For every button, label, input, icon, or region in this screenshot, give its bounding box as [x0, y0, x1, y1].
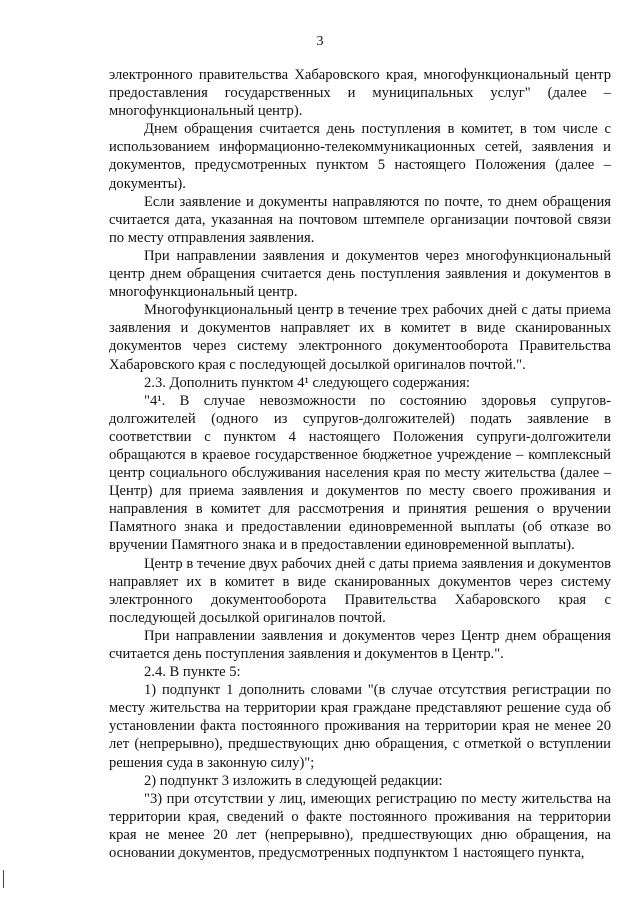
paragraph: 2.3. Дополнить пунктом 4¹ следующего содержания:	[144, 374, 470, 391]
paragraph: "3) при отсутствии у лиц, имеющих регистрацию по месту жительства на территории края, сведений о факте постоянного проживания на территории края не менее 20 лет (непрерывно), предшествующих дню обращения, на основании документов, предусмотренных подпунктом 1 настоящего пункта,	[109, 790, 611, 862]
paragraph: "4¹. В случае невозможности по состоянию здоровья супругов-долгожителей (одного из супругов-долгожителей) подать заявление в соответствии с пунктом 4 настоящего Положения супруги-долгожители обращаются в краевое государственное бюджетное учреждение – комплексный центр социального обслуживания населения края по месту жительства (далее – Центр) для приема заявления и документов по месту своего проживания и направления в комитет для рассмотрения и принятия решения о вручении Памятного знака и предоставлении единовременной выплаты (об отказе во вручении Памятного знака и в предоставлении единовременной выплаты).	[109, 392, 611, 554]
paragraph: Центр в течение двух рабочих дней с даты приема заявления и документов направляет их в комитет в виде сканированных документов через систему электронного документооборота Правительства Хабаровского края с последующей досылкой оригиналов почтой.	[109, 555, 611, 626]
paragraph: 2) подпункт 3 изложить в следующей редакции:	[144, 772, 443, 789]
paragraph: При направлении заявления и документов через Центр днем обращения считается день поступления заявления и документов в Центр.".	[109, 627, 611, 662]
paragraph: 2.4. В пункте 5:	[144, 664, 241, 681]
document-body	[109, 66, 611, 862]
paragraph: При направлении заявления и документов через многофункциональный центр днем обращения считается день поступления заявления и документов в многофункциональный центр.	[109, 247, 611, 301]
paragraph-continuation: электронного правительства Хабаровского края, многофункциональный центр предоставления государственных и муниципальных услуг" (далее – многофункциональный центр).	[109, 67, 611, 120]
page-number: 3	[316, 34, 324, 49]
paragraph: Многофункциональный центр в течение трех рабочих дней с даты приема заявления и документов направляет их в комитет в виде сканированных документов через систему электронного документооборота Правительства Хабаровского края с последующей досылкой оригиналов почтой.".	[109, 302, 611, 373]
paragraph: Днем обращения считается день поступления в комитет, в том числе с использованием информационно-телекоммуникационных сетей, заявления и документов, предусмотренных пунктом 5 настоящего Положения (далее – документы).	[109, 121, 611, 192]
paragraph: Если заявление и документы направляются по почте, то днем обращения считается дата, указанная на почтовом штемпеле организации почтовой связи по месту отправления заявления.	[109, 193, 611, 246]
scan-edge-mark	[3, 870, 4, 888]
paragraph: 1) подпункт 1 дополнить словами "(в случае отсутствия регистрации по месту жительства на территории края граждане представляют решение суда об установлении факта постоянного проживания на территории края не менее 20 лет (непрерывно), предшествующих дню обращения, с отметкой о вступлении решения суда в законную силу)";	[109, 682, 611, 771]
